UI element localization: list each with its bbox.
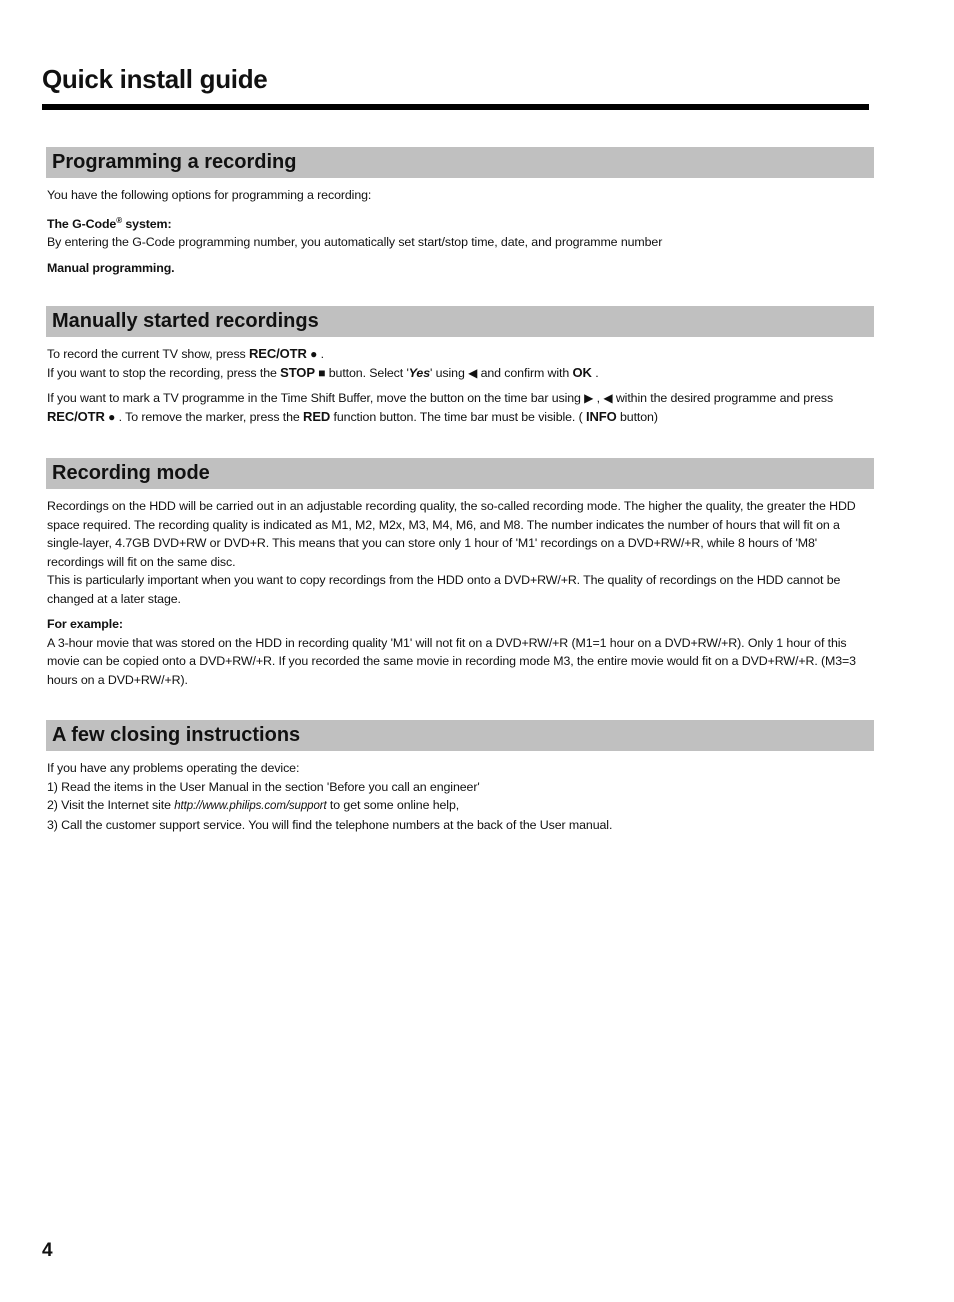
manual-line-1 [47,345,869,364]
section-header-closing: A few closing instructions [46,720,874,751]
info-key: INFO [585,408,617,424]
section-header-programming: Programming a recording [46,147,874,178]
text: function button. The time bar must be visible. ( [330,409,586,424]
closing-item-2 [47,796,869,816]
manual-programming-label: Manual programming. [47,260,175,275]
rec-otr-key: REC/OTR [249,346,307,361]
rec-otr-key: REC/OTR [47,408,105,424]
mode-paragraph-2: This is particularly important when you want to copy recordings from the HDD onto a DVD+RW/+R. The quality of recordings on the HDD cannot be changed at a later stage. [47,573,841,606]
text: . To remove the marker, press the [115,409,304,424]
section-body-recording-mode [47,497,869,689]
section-header-recording-mode: Recording mode [46,458,874,489]
yes-option: Yes [408,365,431,380]
text: , [593,391,604,405]
left-arrow-icon: ◀ [468,365,478,380]
text: If you want to stop the recording, press the [47,365,281,380]
section-body-manual [47,345,869,426]
text: If you want to mark a TV programme in the Time Shift Buffer, move the button on the time bar using [47,391,585,405]
closing-intro: If you have any problems operating the device: [47,761,300,775]
text: To record the current TV show, press [47,347,249,361]
text: to get some online help, [326,798,460,812]
support-url: http://www.philips.com/support [174,800,327,812]
example-text: A 3-hour movie that was stored on the HDD in recording quality 'M1' will not fit on a DVD+RW/+R (M1=1 hour on a DVD+RW/+R). Only 1 hour of this movie can be copied onto a DVD+RW/+R. If you recorded the same movie in recording mode M3, the entire movie would fit on a DVD+RW/+R. (M3=3 hours on a DVD+RW/+R). [47,635,856,687]
section-body-programming [47,186,869,277]
registered-mark: ® [116,215,123,225]
gcode-label-post: system: [122,216,172,231]
text: button. Select ' [325,365,409,380]
record-icon: ● [108,409,116,424]
red-key: RED [303,408,331,424]
gcode-label-pre: The G-Code [47,216,117,231]
text: . [591,365,599,380]
section-header-manual: Manually started recordings [46,306,874,337]
stop-icon: ■ [318,365,326,380]
text: within the desired programme and press [612,391,834,405]
stop-key: STOP [280,364,315,380]
example-label: For example: [47,617,123,631]
right-arrow-icon: ▶ [584,391,594,405]
gcode-label [47,212,869,234]
text: and confirm with [477,365,573,380]
title-rule [42,104,869,110]
manual-line-2 [47,364,869,383]
closing-item-1: 1) Read the items in the User Manual in the section 'Before you call an engineer' [47,779,480,794]
page-title: Quick install guide [42,64,268,94]
section-body-closing [47,759,869,834]
programming-intro: You have the following options for programming a recording: [47,188,372,202]
text: . [317,347,324,361]
gcode-text: By entering the G-Code programming number, you automatically set start/stop time, date, and programme number [47,235,663,250]
left-arrow-icon: ◀ [603,391,613,405]
mode-paragraph-1: Recordings on the HDD will be carried out in an adjustable recording quality, the so-called recording mode. The higher the quality, the greater the HDD space required. The recording quality is indicated as M1, M2, M2x, M3, M4, M6, and M8. The number indicates the number of hours that will fit on a single-layer, 4.7GB DVD+RW or DVD+R. This means that you can store only 1 hour of 'M1' recordings on a DVD+RW/+R, while 8 hours of 'M8' recordings will fit on the same disc. [47,499,856,569]
text: 2) Visit the Internet site [47,798,175,812]
text: button) [616,409,658,424]
page-number: 4 [42,1240,53,1261]
closing-item-3: 3) Call the customer support service. You will find the telephone numbers at the back of the User manual. [47,817,613,832]
manual-paragraph-2 [47,389,869,426]
record-icon: ● [310,347,318,361]
ok-key: OK [572,364,592,380]
text: ' using [430,365,469,380]
